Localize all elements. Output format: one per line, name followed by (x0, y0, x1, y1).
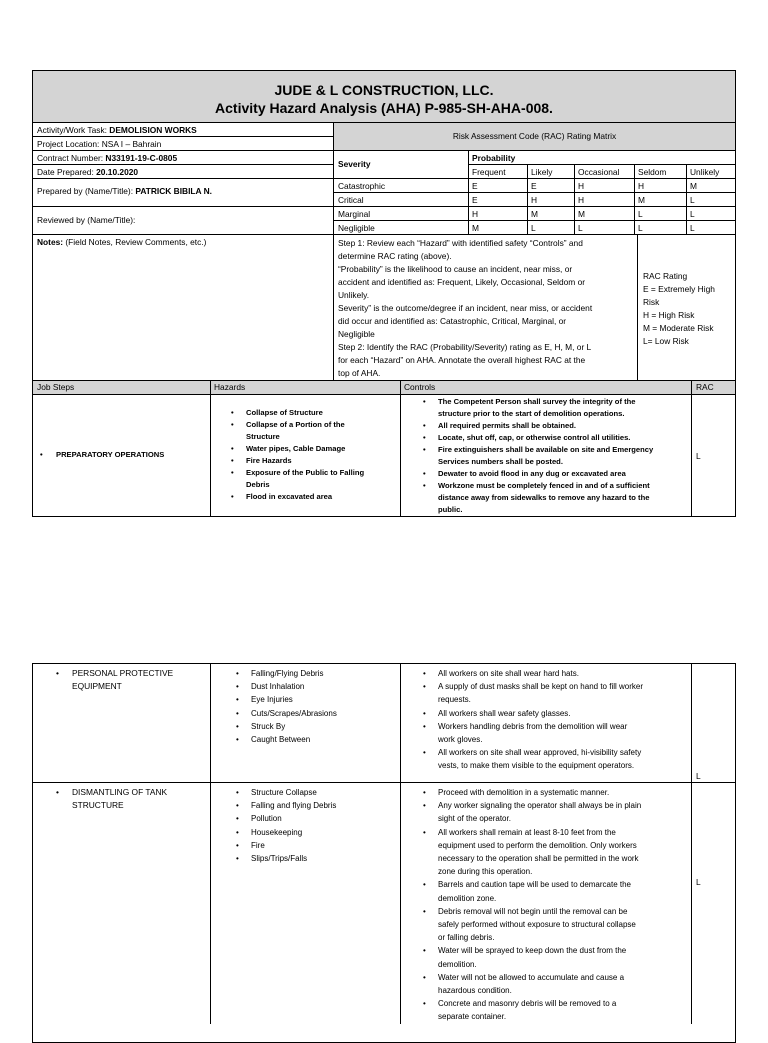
column-header-band (33, 381, 735, 394)
rac-legend: RAC Rating E = Extremely High Risk H = High Risk M = Moderate Risk L= Low Risk (643, 271, 715, 346)
rac-value-preparatory: L (696, 451, 701, 461)
matrix-cell: H (531, 195, 538, 205)
matrix-cell: M (578, 209, 585, 219)
notes-field: Notes: (Field Notes, Review Comments, etc.) (37, 237, 207, 247)
rac-value-dismantling: L (696, 877, 701, 887)
severity-header: Severity (338, 159, 371, 169)
col-header-rac: RAC (696, 382, 714, 392)
matrix-cell: E (472, 181, 478, 191)
contract-field: Contract Number: N33191-19-C-0805 (37, 153, 178, 163)
reviewed-by-field: Reviewed by (Name/Title): (37, 215, 136, 225)
activity-field: Activity/Work Task: DEMOLISION WORKS (37, 125, 197, 135)
matrix-cell: L (690, 223, 695, 233)
controls-list-preparatory: • The Competent Person shall survey the integrity of the structure prior to the start of demolition operations. • All required permits shall be obtained. • Locate, shut off, cap, or otherwise control all utilities. • Fire extinguishers shall be available on site and Emergency Services numbers shall be posted. • Dewater to avoid flood in any dug or excavated area • Workzone must be completely fenced in and of a sufficient distance away from sidewalks to remove any hazard to the public. (420, 396, 653, 516)
hazards-list-preparatory: • Collapse of Structure • Collapse of a Portion of the Structure • Water pipes, Cable Damage • Fire Hazards • Exposure of the Public to Falling Debris • Flood in excavated area (228, 407, 364, 503)
bullet-icon: • (56, 787, 59, 797)
controls-list-dismantling: • Proceed with demolition in a systematic manner. • Any worker signaling the operator shall always be in plain sight of the operator. • All workers shall remain at least 8-10 feet from the equipment used to perform the demolition. Only workers necessary to the operation shall be permitted in the work zone during this operation. • Barrels and caution tape will be used to demarcate the demolition zone. • Debris removal will not begin until the removal can be safely performed without exposure to structural collapse or falling debris. • Water will be sprayed to keep down the dust from the demolition. • Water will not be allowed to accumulate and cause a hazardous condition. • Concrete and masonry debris will be removed to a separate container. (420, 786, 641, 1024)
matrix-cell: L (638, 209, 643, 219)
prob-col-seldom: Seldom (638, 167, 667, 177)
prob-col-occasional: Occasional (578, 167, 620, 177)
prepared-by-field: Prepared by (Name/Title): PATRICK BIBILA N. (37, 186, 212, 196)
prob-col-likely: Likely (531, 167, 553, 177)
matrix-cell: L (531, 223, 536, 233)
matrix-cell: L (690, 209, 695, 219)
controls-list-ppe: • All workers on site shall wear hard hats. • A supply of dust masks shall be kept on hand to fill worker requests. • All workers shall wear safety glasses. • Workers handling debris from the demolition will wear work gloves. • All workers on site shall wear approved, hi-visibility safety vests, to make them visible to the equipment operators. (420, 667, 643, 773)
matrix-cell: E (531, 181, 537, 191)
col-header-hazards: Hazards (214, 382, 246, 392)
matrix-cell: H (472, 209, 479, 219)
matrix-cell: L (638, 223, 643, 233)
matrix-cell: H (638, 181, 645, 191)
matrix-cell: E (472, 195, 478, 205)
date-field: Date Prepared: 20.10.2020 (37, 167, 139, 177)
matrix-cell: M (472, 223, 479, 233)
job-step-dismantling: • DISMANTLING OF TANK STRUCTURE (56, 787, 168, 810)
bullet-icon: • (40, 450, 43, 459)
probability-header: Probability (472, 153, 516, 163)
severity-critical: Critical (338, 195, 364, 205)
col-header-job-steps: Job Steps (37, 382, 75, 392)
matrix-cell: H (578, 181, 585, 191)
bullet-icon: • (56, 668, 59, 678)
document-title: Activity Hazard Analysis (AHA) P-985-SH-AHA-008. (215, 100, 553, 116)
col-header-controls: Controls (404, 382, 436, 392)
rac-value-ppe: L (696, 771, 701, 781)
severity-negligible: Negligible (338, 223, 375, 233)
company-name: JUDE & L CONSTRUCTION, LLC. (274, 82, 494, 98)
severity-marginal: Marginal (338, 209, 371, 219)
hazards-list-dismantling: • Structure Collapse • Falling and flying Debris • Pollution • Housekeeping • Fire • Slips/Trips/Falls (233, 786, 336, 865)
matrix-cell: M (690, 181, 697, 191)
job-step-preparatory: • PREPARATORY OPERATIONS (40, 450, 165, 459)
matrix-cell: L (690, 195, 695, 205)
location-field: Project Location: NSA I – Bahrain (37, 139, 162, 149)
matrix-cell: H (578, 195, 585, 205)
prob-col-unlikely: Unlikely (690, 167, 720, 177)
rac-instructions: Step 1: Review each “Hazard” with identified safety “Controls” and determine RAC rating (above). “Probability” is the likelihood to cause an incident, near miss, or accident and identified as: Frequent, Likely, Occasional, Seldom or Unlikely. Severity” is the outcome/degree if an incident, near miss, or accident did occur and identified as: Catastrophic, Critical, Marginal, or Negligible Step 2: Identify the RAC (Probability/Severity) rating as E, H, M, or L for each “Hazard” on AHA. Annotate the overall highest RAC at the top of AHA. (338, 238, 593, 378)
matrix-cell: M (638, 195, 645, 205)
matrix-cell: M (531, 209, 538, 219)
matrix-cell: L (578, 223, 583, 233)
hazards-list-ppe: • Falling/Flying Debris • Dust Inhalation • Eye Injuries • Cuts/Scrapes/Abrasions • Struck By • Caught Between (233, 667, 337, 746)
prob-col-frequent: Frequent (472, 167, 506, 177)
job-step-ppe: • PERSONAL PROTECTIVE EQUIPMENT (56, 668, 174, 691)
rac-matrix-title: Risk Assessment Code (RAC) Rating Matrix (452, 131, 617, 141)
severity-catastrophic: Catastrophic (338, 181, 386, 191)
